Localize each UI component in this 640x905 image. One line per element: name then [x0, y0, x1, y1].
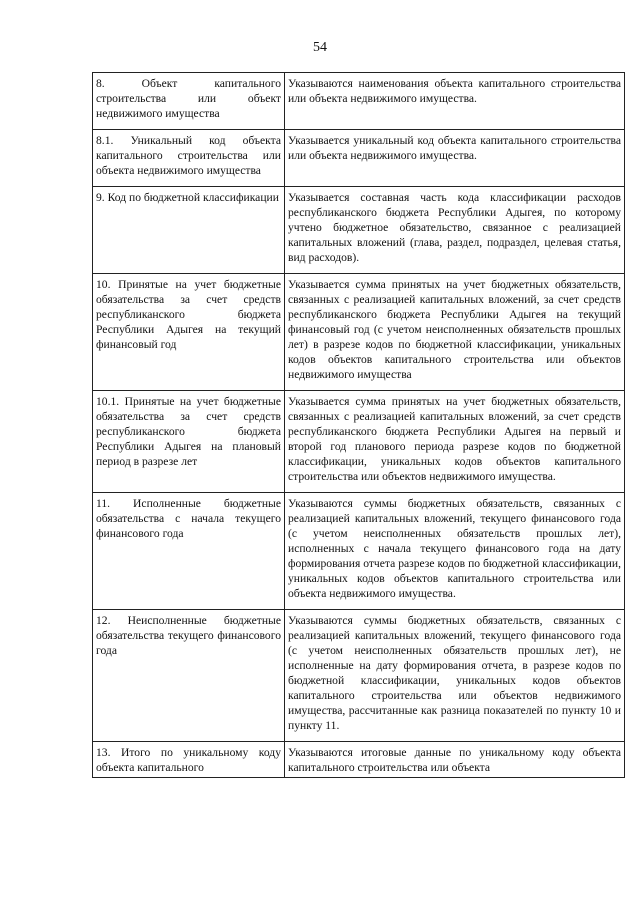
- table-row: [93, 610, 625, 742]
- field-name-cell: 12. Неисполненные бюджетные обязательства текущего финансового года: [93, 610, 285, 742]
- field-description-cell: Указывается уникальный код объекта капитального строительства или объекта недвижимого имущества.: [285, 130, 625, 187]
- field-name-cell: 9. Код по бюджетной классификации: [93, 187, 285, 274]
- field-description-cell: Указывается составная часть кода классификации расходов республиканского бюджета Республики Адыгея, по которому учтено бюджетное обязательство, связанное с реализацией капитальных вложений (глава, раздел, подраздел, целевая статья, вид расходов).: [285, 187, 625, 274]
- field-description-cell: Указываются суммы бюджетных обязательств, связанных с реализацией капитальных вложений, текущего финансового года (с учетом неисполненных обязательств прошлых лет), исполненных с начала текущего финансового года на дату формирования отчета разрезе кодов по бюджетной классификации, уникальных кодов объектов капитального строительства или объекта недвижимого имущества.: [285, 493, 625, 610]
- field-description-cell: Указываются наименования объекта капитального строительства или объекта недвижимого имущества.: [285, 73, 625, 130]
- field-name-cell: 13. Итого по уникальному коду объекта капитального: [93, 742, 285, 778]
- table-row: [93, 73, 625, 130]
- field-name-cell: 10. Принятые на учет бюджетные обязательства за счет средств республиканского бюджета Республики Адыгея на текущий финансовый год: [93, 274, 285, 391]
- table-row: [93, 391, 625, 493]
- table-row: [93, 130, 625, 187]
- field-description-cell: Указывается сумма принятых на учет бюджетных обязательств, связанных с реализацией капитальных вложений, за счет средств республиканского бюджета Республики Адыгея на текущий финансовый год (с учетом неисполненных обязательств прошлых лет) в разрезе кодов по бюджетной классификации, уникальных кодов объектов капитального строительства или объектов недвижимого имущества: [285, 274, 625, 391]
- page-number: 54: [313, 40, 327, 55]
- field-name-cell: 8. Объект капитального строительства или объект недвижимого имущества: [93, 73, 285, 130]
- field-name-cell: 11. Исполненные бюджетные обязательства с начала текущего финансового года: [93, 493, 285, 610]
- table-row: [93, 493, 625, 610]
- field-description-cell: Указываются суммы бюджетных обязательств, связанных с реализацией капитальных вложений, текущего финансового года (с учетом неисполненных обязательств прошлых лет), не исполненные на дату формирования отчета, в разрезе кодов по бюджетной классификации, уникальных кодов объектов капитального строительства или объектов недвижимого имущества, рассчитанные как разница показателей по пункту 10 и пункту 11.: [285, 610, 625, 742]
- field-name-cell: 8.1. Уникальный код объекта капитального строительства или объекта недвижимого имущества: [93, 130, 285, 187]
- field-description-cell: Указываются итоговые данные по уникальному коду объекта капитального строительства или объекта: [285, 742, 625, 778]
- field-description-cell: Указывается сумма принятых на учет бюджетных обязательств, связанных с реализацией капитальных вложений, за счет средств республиканского бюджета Республики Адыгея на первый и второй год планового периода разрезе кодов по бюджетной классификации, уникальных кодов объектов капитального строительства или объектов недвижимого имущества.: [285, 391, 625, 493]
- table-row: [93, 274, 625, 391]
- table-row: [93, 187, 625, 274]
- description-table: [92, 72, 625, 778]
- field-name-cell: 10.1. Принятые на учет бюджетные обязательства за счет средств республиканского бюджета Республики Адыгея на плановый период в разрезе лет: [93, 391, 285, 493]
- table-row: [93, 742, 625, 778]
